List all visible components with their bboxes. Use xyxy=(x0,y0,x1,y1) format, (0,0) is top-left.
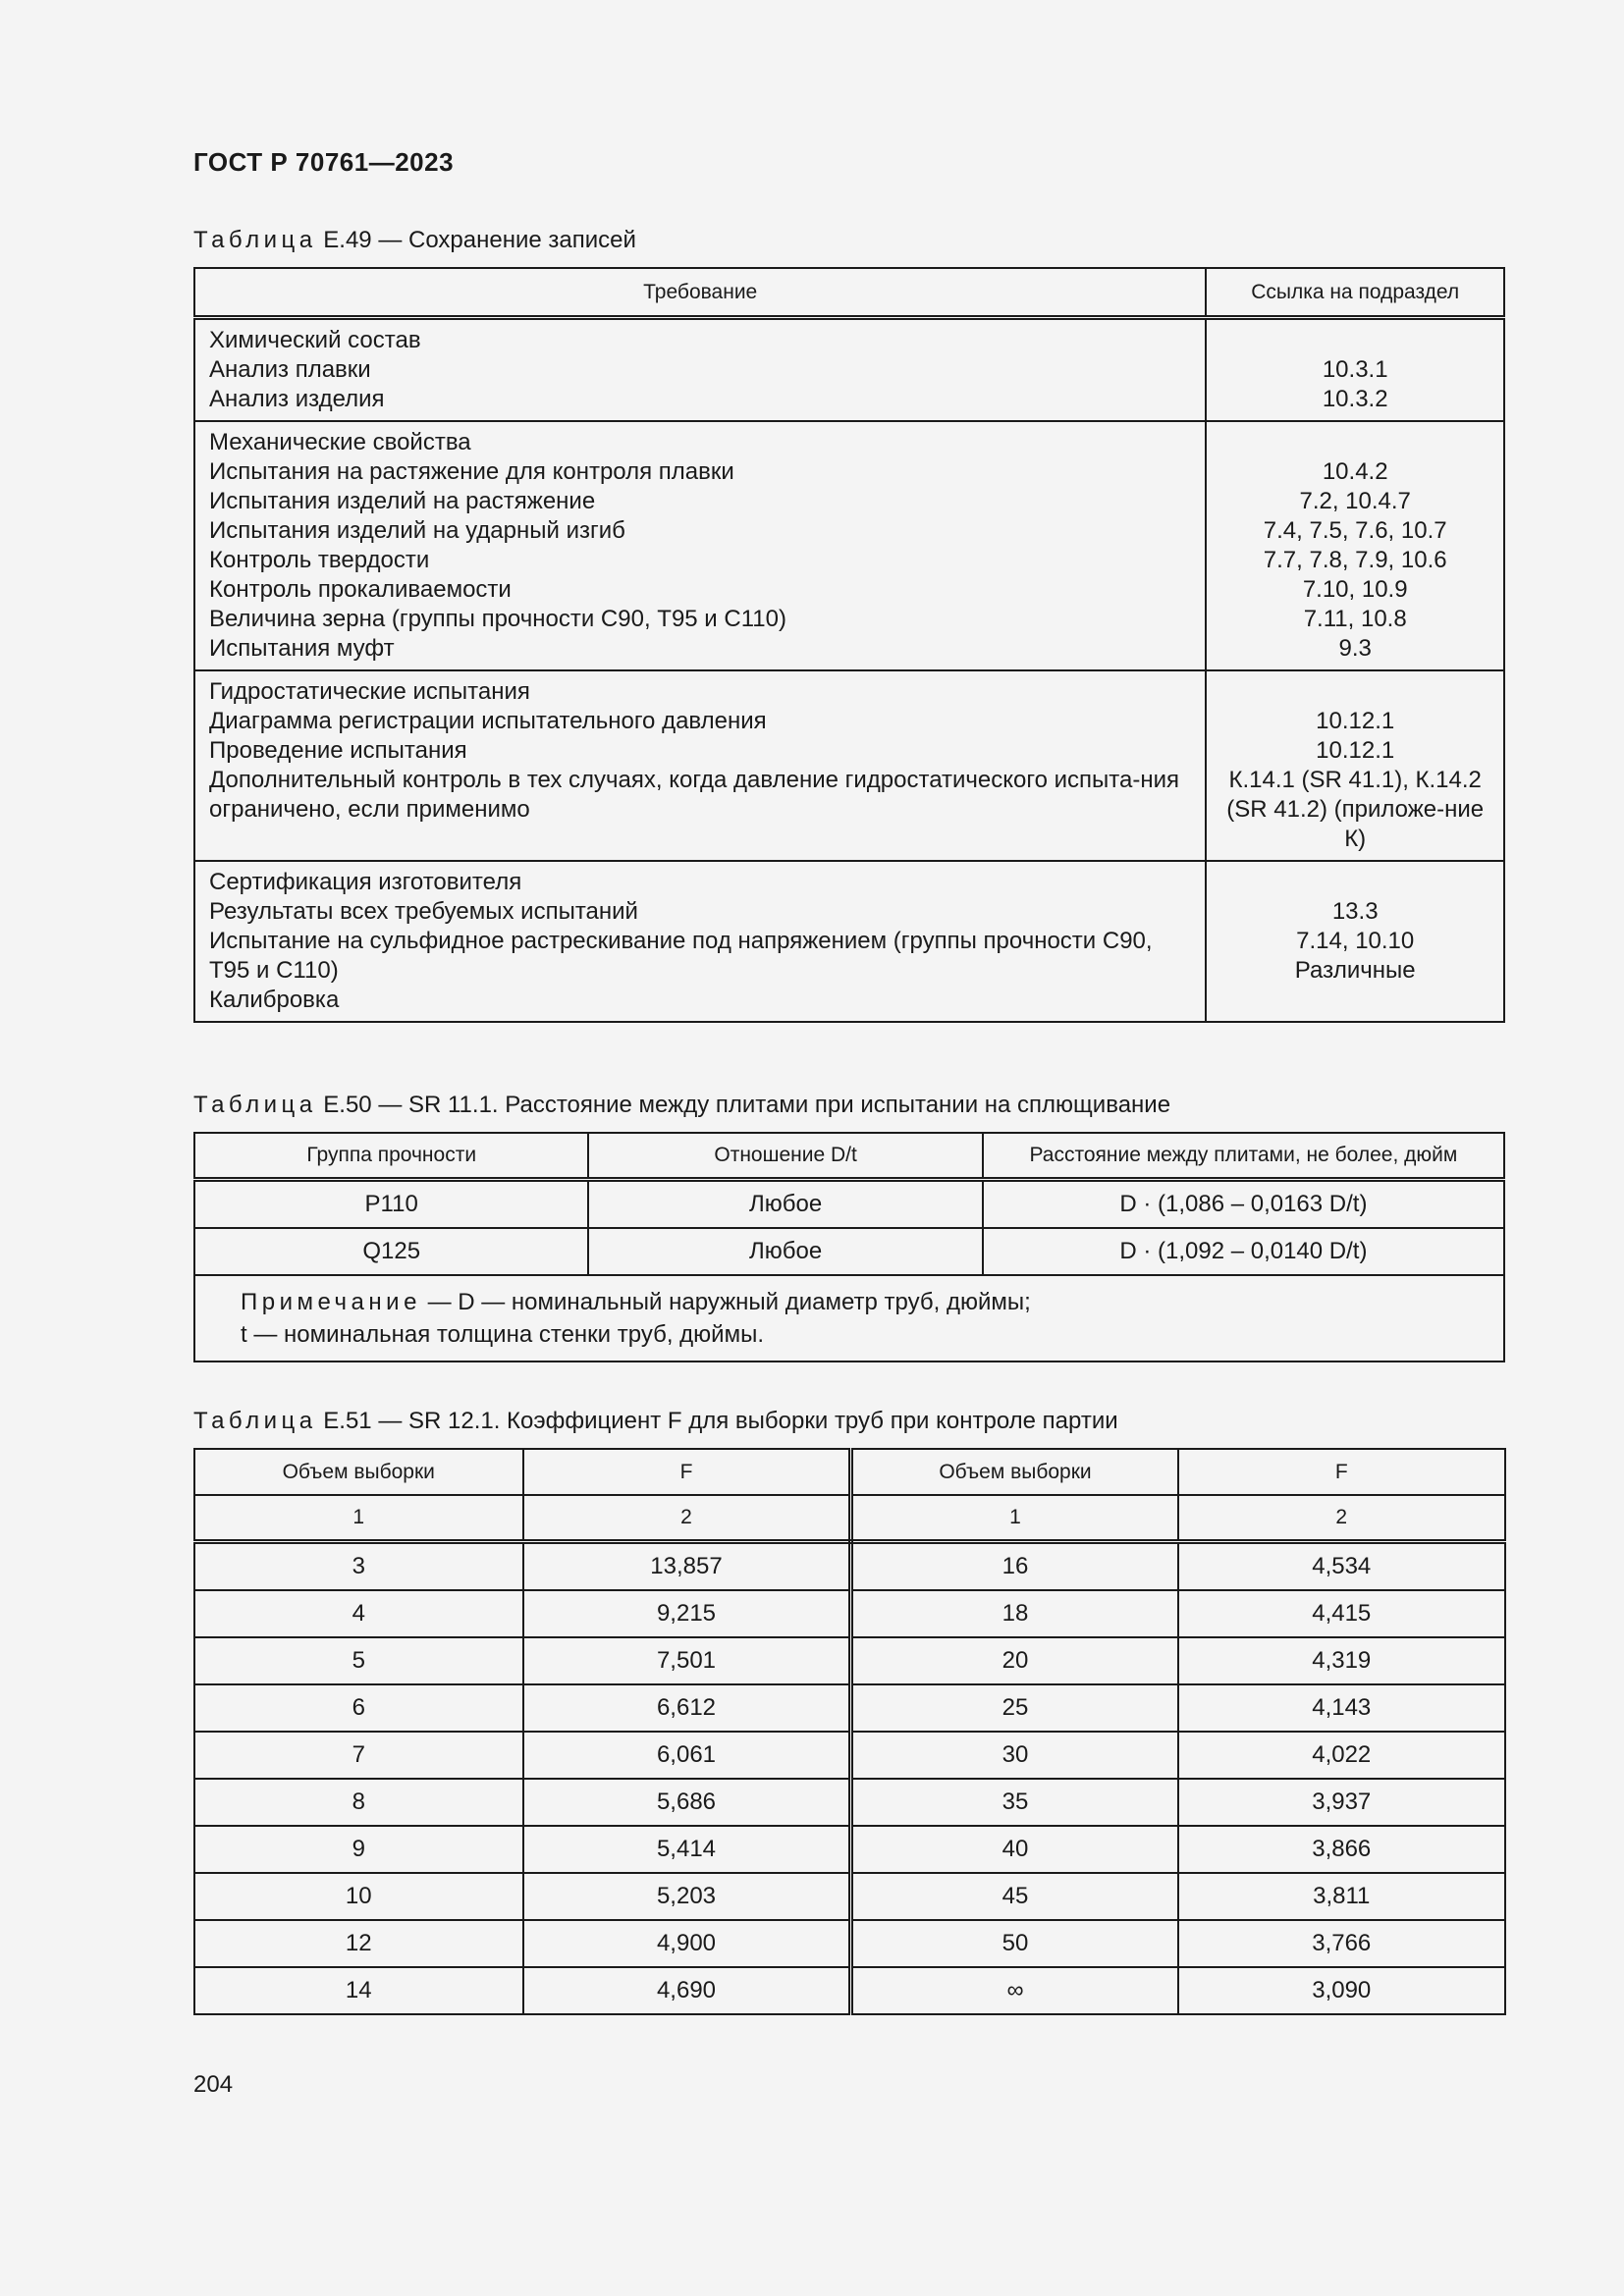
table-cell: 7 xyxy=(194,1732,523,1779)
reference-value: 7.10, 10.9 xyxy=(1302,576,1408,603)
table-e49 xyxy=(193,267,1505,1023)
reference-value: 10.12.1 xyxy=(1316,737,1395,764)
table-e50-caption xyxy=(193,1092,1170,1119)
table-row xyxy=(194,1779,1505,1826)
table-cell: 4,900 xyxy=(523,1920,851,1967)
table-cell: 16 xyxy=(851,1542,1178,1591)
requirement-cell xyxy=(194,861,1206,1022)
table-cell: 5,414 xyxy=(523,1826,851,1873)
table-row xyxy=(194,1967,1505,2014)
table-row xyxy=(194,1637,1505,1684)
requirement-label: Испытания изделий на ударный изгиб xyxy=(209,517,625,544)
table-cell: F xyxy=(523,1449,851,1495)
table-cell: 4,534 xyxy=(1178,1542,1506,1591)
table-cell: 9,215 xyxy=(523,1590,851,1637)
table-cell: 3,090 xyxy=(1178,1967,1506,2014)
table-e51-caption xyxy=(193,1408,1118,1435)
table-cell: 1 xyxy=(851,1495,1178,1542)
requirement-cell xyxy=(194,318,1206,422)
table-row xyxy=(194,318,1504,422)
table-cell: 8 xyxy=(194,1779,523,1826)
table-cell: 30 xyxy=(851,1732,1178,1779)
table-row xyxy=(194,861,1504,1022)
document-header: ГОСТ Р 70761—2023 xyxy=(193,147,455,177)
table-cell-ratio: Любое xyxy=(588,1180,982,1229)
requirement-label: Проведение испытания xyxy=(209,737,467,764)
table-cell: 40 xyxy=(851,1826,1178,1873)
table-header-row xyxy=(194,1449,1505,1495)
requirement-label: Контроль твердости xyxy=(209,547,430,573)
reference-value: К.14.1 (SR 41.1), К.14.2 (SR 41.2) (приложе-ние К) xyxy=(1226,767,1485,852)
table-cell: 13,857 xyxy=(523,1542,851,1591)
table-e50 xyxy=(193,1132,1505,1362)
table-cell-group: Q125 xyxy=(194,1228,588,1275)
table-cell: 20 xyxy=(851,1637,1178,1684)
reference-value: 7.11, 10.8 xyxy=(1303,606,1407,632)
group-title: Химический состав xyxy=(209,327,421,353)
table-cell: 35 xyxy=(851,1779,1178,1826)
caption-word: Таблица xyxy=(193,227,317,253)
table-cell: 5,686 xyxy=(523,1779,851,1826)
table-cell-dist: D · (1,092 – 0,0140 D/t) xyxy=(983,1228,1504,1275)
table-cell: 5,203 xyxy=(523,1873,851,1920)
reference-value: 7.14, 10.10 xyxy=(1296,928,1415,954)
table-cell: 6 xyxy=(194,1684,523,1732)
caption-text: Е.50 — SR 11.1. Расстояние между плитами при испытании на сплющивание xyxy=(316,1092,1171,1118)
table-cell: F xyxy=(1178,1449,1506,1495)
blank-line xyxy=(1213,677,1497,707)
note-word: Примечание xyxy=(241,1289,421,1315)
column-header-reference: Ссылка на подраздел xyxy=(1206,268,1504,318)
table-cell: 2 xyxy=(1178,1495,1506,1542)
reference-value: 10.3.1 xyxy=(1322,356,1388,383)
table-row xyxy=(194,670,1504,861)
requirement-label: Контроль прокаливаемости xyxy=(209,576,512,603)
table-cell: 6,612 xyxy=(523,1684,851,1732)
column-header-ratio: Отношение D/t xyxy=(588,1133,982,1180)
requirement-label: Анализ плавки xyxy=(209,356,371,383)
note-line-1: — D — номинальный наружный диаметр труб, дюймы; xyxy=(420,1289,1031,1315)
table-cell: Объем выборки xyxy=(194,1449,523,1495)
table-cell: 5 xyxy=(194,1637,523,1684)
reference-cell xyxy=(1206,421,1504,670)
table-cell: 12 xyxy=(194,1920,523,1967)
table-cell: 10 xyxy=(194,1873,523,1920)
table-e51 xyxy=(193,1448,1506,2015)
table-cell: 4 xyxy=(194,1590,523,1637)
column-header-requirement: Требование xyxy=(194,268,1206,318)
table-row xyxy=(194,1590,1505,1637)
reference-value: 9.3 xyxy=(1338,635,1372,662)
requirement-label: Испытания изделий на растяжение xyxy=(209,488,596,514)
table-cell: 7,501 xyxy=(523,1637,851,1684)
reference-value: 10.4.2 xyxy=(1322,458,1388,485)
caption-text: Е.51 — SR 12.1. Коэффициент F для выборки труб при контроле партии xyxy=(316,1408,1118,1434)
reference-value: Различные xyxy=(1294,957,1416,984)
requirement-label: Испытания на растяжение для контроля плавки xyxy=(209,458,734,485)
table-cell: 18 xyxy=(851,1590,1178,1637)
group-title: Гидростатические испытания xyxy=(209,678,530,705)
reference-value: 10.12.1 xyxy=(1316,708,1395,734)
table-cell: 25 xyxy=(851,1684,1178,1732)
caption-word: Таблица xyxy=(193,1408,317,1434)
requirement-label: Анализ изделия xyxy=(209,386,385,412)
table-cell: 3 xyxy=(194,1542,523,1591)
column-number-row xyxy=(194,1495,1505,1542)
table-cell: 3,811 xyxy=(1178,1873,1506,1920)
table-row xyxy=(194,1684,1505,1732)
reference-cell xyxy=(1206,861,1504,1022)
requirement-label: Испытание на сульфидное растрескивание под напряжением (группы прочности С90, Т95 и С110) xyxy=(209,928,1153,984)
table-cell: 1 xyxy=(194,1495,523,1542)
requirement-cell xyxy=(194,421,1206,670)
requirement-label: Калибровка xyxy=(209,987,340,1013)
table-note xyxy=(194,1275,1504,1362)
requirement-label: Результаты всех требуемых испытаний xyxy=(209,898,638,925)
reference-cell xyxy=(1206,670,1504,861)
requirement-label: Дополнительный контроль в тех случаях, когда давление гидростатического испыта-ния ограничено, если применимо xyxy=(209,767,1180,823)
requirement-label: Величина зерна (группы прочности С90, Т95 и С110) xyxy=(209,606,786,632)
blank-line xyxy=(1213,868,1497,897)
table-cell: 9 xyxy=(194,1826,523,1873)
column-header-distance: Расстояние между плитами, не более, дюйм xyxy=(983,1133,1504,1180)
table-cell: Объем выборки xyxy=(851,1449,1178,1495)
table-e49-caption xyxy=(193,227,636,254)
table-cell: 4,415 xyxy=(1178,1590,1506,1637)
table-cell: 4,143 xyxy=(1178,1684,1506,1732)
blank-line xyxy=(1213,326,1497,355)
table-row xyxy=(194,1542,1505,1591)
table-cell: 4,022 xyxy=(1178,1732,1506,1779)
table-cell: ∞ xyxy=(851,1967,1178,2014)
table-cell-dist: D · (1,086 – 0,0163 D/t) xyxy=(983,1180,1504,1229)
table-cell: 45 xyxy=(851,1873,1178,1920)
reference-value: 10.3.2 xyxy=(1322,386,1388,412)
table-row xyxy=(194,1873,1505,1920)
group-title: Механические свойства xyxy=(209,429,471,455)
table-cell: 14 xyxy=(194,1967,523,2014)
note-line-2: t — номинальная толщина стенки труб, дюймы. xyxy=(241,1321,765,1348)
reference-value: 7.7, 7.8, 7.9, 10.6 xyxy=(1263,547,1447,573)
table-row xyxy=(194,421,1504,670)
caption-text: Е.49 — Сохранение записей xyxy=(316,227,636,253)
table-cell: 4,319 xyxy=(1178,1637,1506,1684)
table-cell: 6,061 xyxy=(523,1732,851,1779)
requirement-label: Диаграмма регистрации испытательного давления xyxy=(209,708,767,734)
table-row xyxy=(194,1732,1505,1779)
caption-word: Таблица xyxy=(193,1092,317,1118)
table-cell: 50 xyxy=(851,1920,1178,1967)
table-cell-group: Р110 xyxy=(194,1180,588,1229)
table-row xyxy=(194,1920,1505,1967)
reference-value: 7.4, 7.5, 7.6, 10.7 xyxy=(1263,517,1447,544)
reference-cell xyxy=(1206,318,1504,422)
table-cell-ratio: Любое xyxy=(588,1228,982,1275)
table-row xyxy=(194,1180,1504,1229)
requirement-label: Испытания муфт xyxy=(209,635,395,662)
page-number: 204 xyxy=(193,2071,234,2098)
reference-value: 7.2, 10.4.7 xyxy=(1299,488,1411,514)
requirement-cell xyxy=(194,670,1206,861)
table-cell: 3,766 xyxy=(1178,1920,1506,1967)
table-row xyxy=(194,1826,1505,1873)
group-title: Сертификация изготовителя xyxy=(209,869,522,895)
table-cell: 2 xyxy=(523,1495,851,1542)
table-cell: 4,690 xyxy=(523,1967,851,2014)
table-cell: 3,866 xyxy=(1178,1826,1506,1873)
blank-line xyxy=(1213,428,1497,457)
table-cell: 3,937 xyxy=(1178,1779,1506,1826)
column-header-strength-group: Группа прочности xyxy=(194,1133,588,1180)
table-row xyxy=(194,1228,1504,1275)
reference-value: 13.3 xyxy=(1331,898,1379,925)
